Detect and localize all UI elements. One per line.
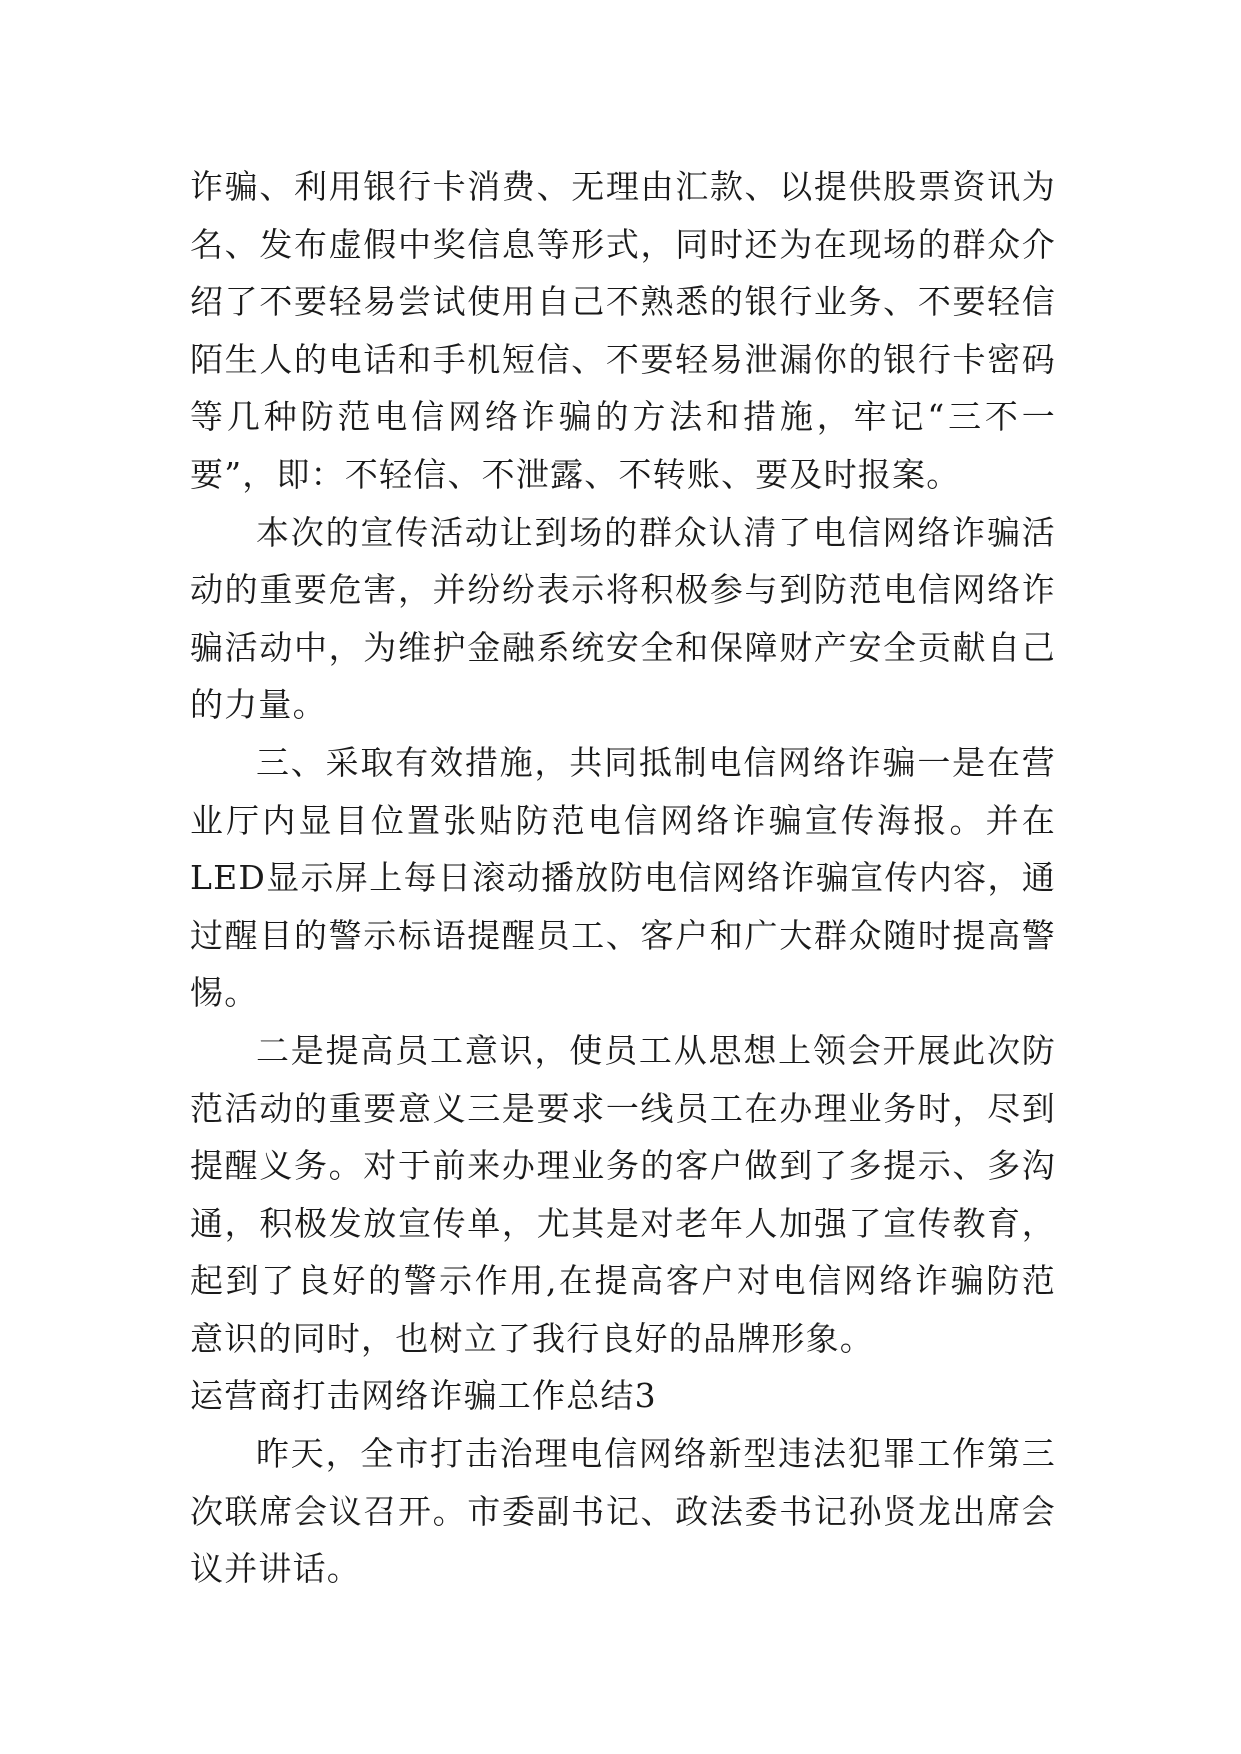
paragraph-continuation: 诈骗、利用银行卡消费、无理由汇款、以提供股票资讯为名、发布虚假中奖信息等形式，同时还为在现场的群众介绍了不要轻易尝试使用自己不熟悉的银行业务、不要轻信陌生人的电话和手机短信、不要轻易泄漏你的银行卡密码等几种防范电信网络诈骗的方法和措施，牢记“三不一要”，即：不轻信、不泄露、不转账、要及时报案。 <box>190 167 1056 494</box>
document-body <box>190 158 1056 1598</box>
paragraph: 三、采取有效措施，共同抵制电信网络诈骗一是在营业厅内显目位置张贴防范电信网络诈骗宣传海报。并在LED显示屏上每日滚动播放防电信网络诈骗宣传内容，通过醒目的警示标语提醒员工、客户和广大群众随时提高警惕。 <box>190 742 1056 1013</box>
paragraph: 二是提高员工意识，使员工从思想上领会开展此次防范活动的重要意义三是要求一线员工在办理业务时，尽到提醒义务。对于前来办理业务的客户做到了多提示、多沟通，积极发放宣传单，尤其是对老年人加强了宣传教育，起到了良好的警示作用,在提高客户对电信网络诈骗防范意识的同时，也树立了我行良好的品牌形象。 <box>190 1030 1056 1358</box>
section-heading: 运营商打击网络诈骗工作总结3 <box>190 1376 657 1416</box>
paragraph: 本次的宣传活动让到场的群众认清了电信网络诈骗活动的重要危害，并纷纷表示将积极参与到防范电信网络诈骗活动中，为维护金融系统安全和保障财产安全贡献自己的力量。 <box>190 512 1056 725</box>
paragraph: 昨天，全市打击治理电信网络新型违法犯罪工作第三次联席会议召开。市委副书记、政法委书记孙贤龙出席会议并讲话。 <box>190 1434 1056 1589</box>
